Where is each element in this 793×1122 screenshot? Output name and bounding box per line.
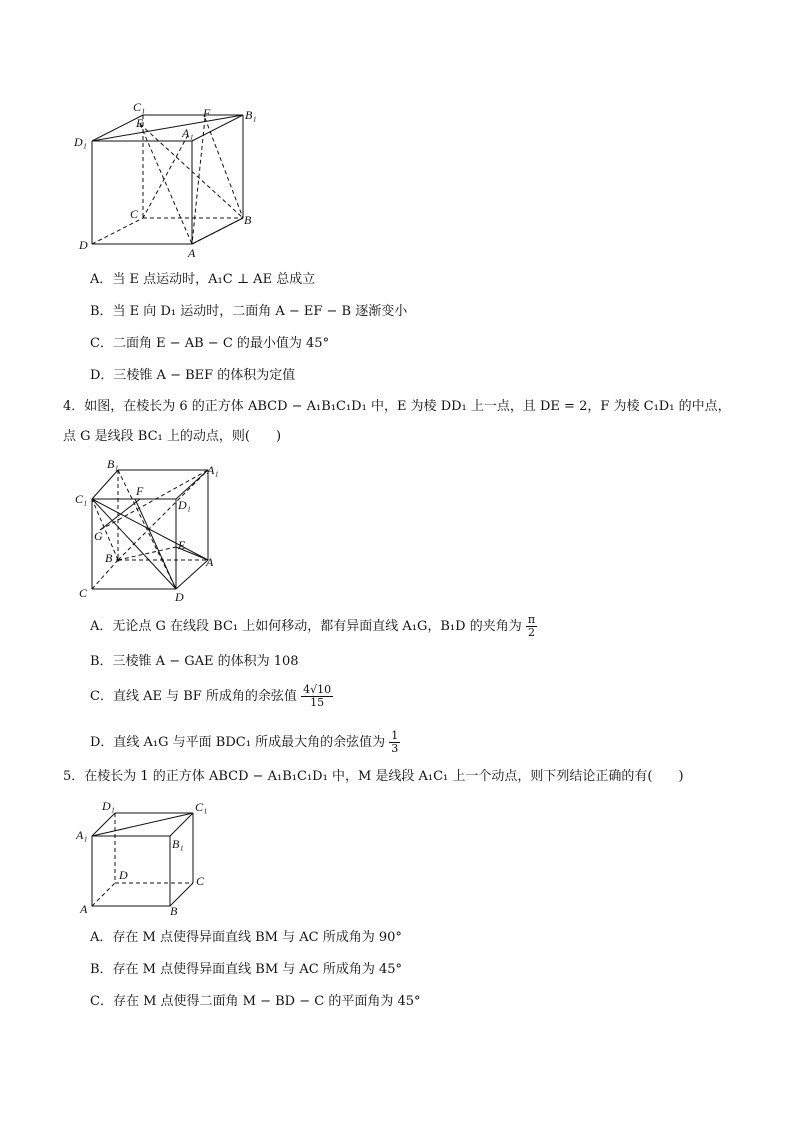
fig2-label-a: A — [206, 555, 214, 569]
q4-stem-line2: 点 G 是线段 BC₁ 上的动点，则( ) — [63, 429, 282, 444]
fig2-label-f: F — [136, 484, 144, 498]
q4-option-d-denominator: 3 — [391, 742, 399, 755]
fig2-label-d: D — [175, 590, 184, 604]
fig1-label-d1: D₁ — [74, 135, 87, 149]
fig2-label-d1: D₁ — [178, 498, 191, 512]
q5-option-c: C．存在 M 点使得二面角 M − BD − C 的平面角为 45° — [90, 994, 421, 1009]
fig3-label-d1: D₁ — [102, 799, 115, 813]
fig2-label-b: B — [105, 551, 113, 565]
q5-stem: 5．在棱长为 1 的正方体 ABCD − A₁B₁C₁D₁ 中，M 是线段 A₁C₁ 上一个动点，则下列结论正确的有( ) — [63, 769, 684, 784]
q3-option-a: A．当 E 点运动时，A₁C ⊥ AE 总成立 — [90, 272, 316, 287]
fig3-label-b: B — [170, 904, 178, 918]
fig2-label-c: C — [79, 586, 88, 600]
q4-option-a-numerator: π — [527, 613, 536, 626]
q4-option-c-numerator: 4√10 — [303, 683, 332, 696]
fig1-label-a: A — [188, 246, 196, 260]
q5-option-b: B．存在 M 点使得异面直线 BM 与 AC 所成角为 45° — [90, 962, 403, 977]
fig2-label-b1: B₁ — [107, 457, 119, 471]
q3-option-d: D．三棱锥 A − BEF 的体积为定值 — [90, 368, 296, 383]
q4-option-d-numerator: 1 — [391, 729, 399, 742]
figure-cube-2 — [0, 455, 793, 615]
fig1-label-c: C — [130, 207, 139, 221]
fig2-label-c1: C₁ — [75, 492, 88, 506]
q4-option-a-text: A．无论点 G 在线段 BC₁ 上如何移动，都有异面直线 A₁G，B₁D 的夹角为 — [90, 619, 522, 634]
fig1-label-d: D — [79, 238, 88, 252]
figure-cube-3 — [0, 795, 793, 925]
q3-option-c: C．二面角 E − AB − C 的最小值为 45° — [90, 336, 330, 351]
q4-stem-line1: 4．如图，在棱长为 6 的正方体 ABCD − A₁B₁C₁D₁ 中，E 为棱 DD₁ 上一点，且 DE = 2，F 为棱 C₁D₁ 的中点， — [63, 399, 731, 414]
fig3-label-b1: B₁ — [172, 837, 184, 851]
q4-option-d-text: D．直线 A₁G 与平面 BDC₁ 所成最大角的余弦值为 — [90, 735, 386, 750]
fig1-label-b1: B₁ — [245, 108, 257, 122]
q4-option-c-denominator: 15 — [310, 696, 325, 709]
q4-option-c-text: C．直线 AE 与 BF 所成角的余弦值 — [90, 689, 297, 704]
q4-option-d — [90, 730, 400, 755]
fig1-label-b: B — [244, 213, 252, 227]
q3-option-b: B．当 E 向 D₁ 运动时，二面角 A − EF − B 逐渐变小 — [90, 304, 408, 319]
fig2-label-e: E — [178, 538, 186, 552]
fig3-label-a: A — [80, 902, 88, 916]
q4-option-c-fraction — [301, 684, 333, 709]
fig1-label-f: F — [203, 106, 211, 120]
fig1-label-c1: C₁ — [133, 100, 146, 114]
q4-option-d-fraction — [389, 730, 400, 755]
fig2-label-g: G — [94, 529, 103, 543]
fig3-label-d: D — [119, 868, 128, 882]
fig3-label-c: C — [196, 874, 205, 888]
fig1-label-a1: A₁ — [182, 126, 194, 140]
fig3-label-c1: C₁ — [195, 800, 208, 814]
q4-option-c — [90, 684, 333, 709]
fig3-label-a1: A₁ — [76, 828, 88, 842]
q4-option-a-denominator: 2 — [527, 626, 535, 639]
fig1-label-e: E — [136, 116, 144, 130]
q5-option-a: A．存在 M 点使得异面直线 BM 与 AC 所成角为 90° — [90, 930, 402, 945]
fig2-label-a1: A₁ — [207, 463, 219, 477]
q4-option-a — [90, 614, 537, 639]
q4-option-b: B．三棱锥 A − GAE 的体积为 108 — [90, 654, 299, 669]
q4-option-a-fraction — [526, 614, 537, 639]
